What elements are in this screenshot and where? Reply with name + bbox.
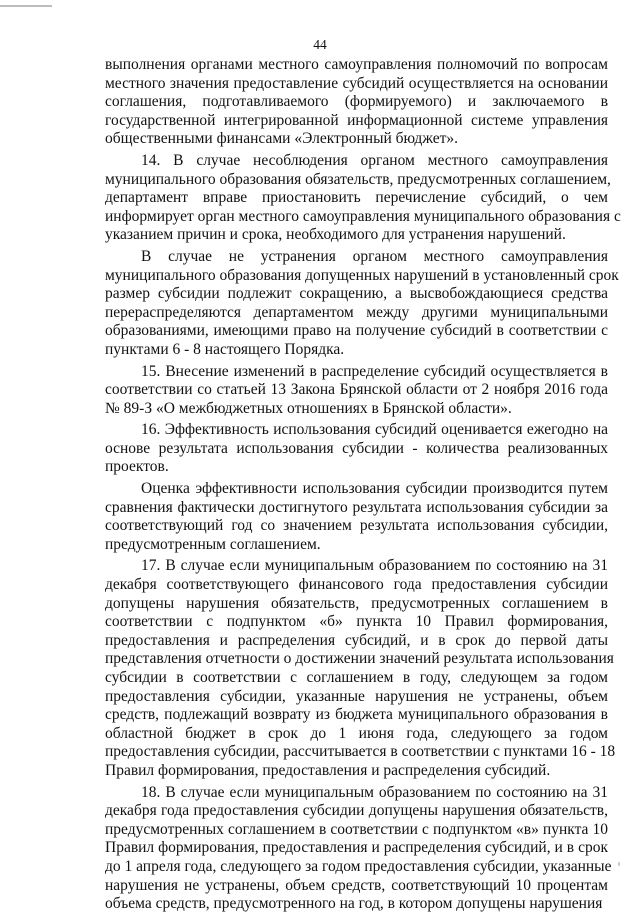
text-line: субсидии в соответствии с соглашением в году, следующем за годом <box>105 669 608 686</box>
scan-artifact-dot <box>618 862 620 866</box>
text-line: областной бюджет в срок до 1 июня года, следующего за годом <box>105 724 608 742</box>
text-line: информирует орган местного самоуправления муниципального образования с <box>105 207 621 225</box>
document-body <box>105 56 621 914</box>
text-line: выполнения органами местного самоуправления полномочий по вопросам <box>105 56 608 73</box>
paragraph <box>105 480 608 554</box>
text-line: 14. В случае несоблюдения органом местного самоуправления <box>141 151 608 169</box>
paragraph <box>105 557 616 780</box>
text-line: 16. Эффективность использования субсидий оценивается ежегодно на <box>141 421 608 439</box>
text-line: предоставления и распределения субсидий, и в срок до первой даты <box>105 631 608 649</box>
paragraph <box>105 783 612 914</box>
paragraph <box>105 421 608 477</box>
text-line: допущены нарушения обязательств, предусмотренных соглашением в <box>105 594 608 612</box>
paragraph <box>105 247 619 360</box>
text-line: муниципального образования обязательств, предусмотренных соглашением, <box>105 170 611 188</box>
text-line: основе результата использования субсидии - количества реализованных <box>105 439 608 457</box>
text-line: декабря соответствующего финансового года предоставления субсидии <box>105 576 608 594</box>
text-line: указанием причин и срока, необходимого для устранения нарушений. <box>105 226 566 244</box>
text-line: средств, подлежащий возврату из бюджета муниципального образования в <box>105 706 608 724</box>
text-line: до 1 апреля года, следующего за годом предоставления субсидии, указанные <box>105 857 612 875</box>
text-line: департамент вправе приостановить перечисление субсидий, о чем <box>105 189 608 207</box>
text-line: соответствии со статьей 13 Закона Брянской области от 2 ноября 2016 года <box>105 381 608 399</box>
text-line: предоставления субсидии, рассчитывается в соответствии с пунктами 16 - 18 <box>105 743 616 761</box>
text-line: государственной интегрированной информационной системе управления <box>105 111 608 129</box>
text-line: размер субсидии подлежит сокращению, а высвобождающиеся средства <box>105 285 608 303</box>
text-line: предусмотренным соглашением. <box>105 535 321 553</box>
text-line: В случае не устранения органом местного самоуправления <box>141 247 608 265</box>
text-line: соглашения, подготавливаемого (формируемого) и заключаемого в <box>105 93 608 111</box>
text-line: № 89-З «О межбюджетных отношениях в Брянской области». <box>105 399 512 417</box>
text-line: муниципального образования допущенных нарушений в установленный срок <box>105 266 619 284</box>
paragraph <box>105 363 608 419</box>
text-line: местного значения предоставление субсидий осуществляется на основании <box>105 74 608 92</box>
text-line: Правил формирования, предоставления и распределения субсидий, и в срок <box>105 839 608 857</box>
page-number: 44 <box>313 37 327 52</box>
text-line: Правил формирования, предоставления и распределения субсидий. <box>105 761 551 779</box>
text-line: общественными финансами «Электронный бюджет». <box>105 130 459 148</box>
text-line: 18. В случае если муниципальным образованием по состоянию на 31 <box>141 783 608 801</box>
text-line: объема средств, предусмотренного на год, в котором допущены нарушения <box>105 895 603 913</box>
text-line: декабря года предоставления субсидии допущены нарушения обязательств, <box>105 802 608 820</box>
text-line: соответствии с подпунктом «б» пункта 10 Правил формирования, <box>105 613 608 631</box>
text-line: нарушения не устранены, объем средств, соответствующий 10 процентам <box>105 876 608 894</box>
paragraph <box>105 151 621 245</box>
text-line: 17. В случае если муниципальным образованием по состоянию на 31 <box>141 557 608 575</box>
text-line: сравнения фактически достигнутого результата использования субсидии за <box>105 498 608 516</box>
text-line: представления отчетности о достижении значений результата использования <box>105 650 614 668</box>
text-line: предоставления субсидии, указанные нарушения не устранены, объем <box>105 687 608 705</box>
scan-artifact-top <box>0 5 52 7</box>
text-line: пунктами 6 - 8 настоящего Порядка. <box>105 340 345 358</box>
text-line: предусмотренных соглашением в соответствии с подпунктом «в» пункта 10 <box>105 820 608 838</box>
paragraph <box>105 56 608 149</box>
text-line: перераспределяются департаментом между другими муниципальными <box>105 303 608 321</box>
text-line: Оценка эффективности использования субсидии производится путем <box>141 480 608 498</box>
text-line: соответствующий год со значением результата использования субсидии, <box>105 517 608 535</box>
text-line: проектов. <box>105 458 169 476</box>
text-line: 15. Внесение изменений в распределение субсидий осуществляется в <box>141 362 608 380</box>
text-line: образованиями, имеющими право на получение субсидий в соответствии с <box>105 322 608 340</box>
